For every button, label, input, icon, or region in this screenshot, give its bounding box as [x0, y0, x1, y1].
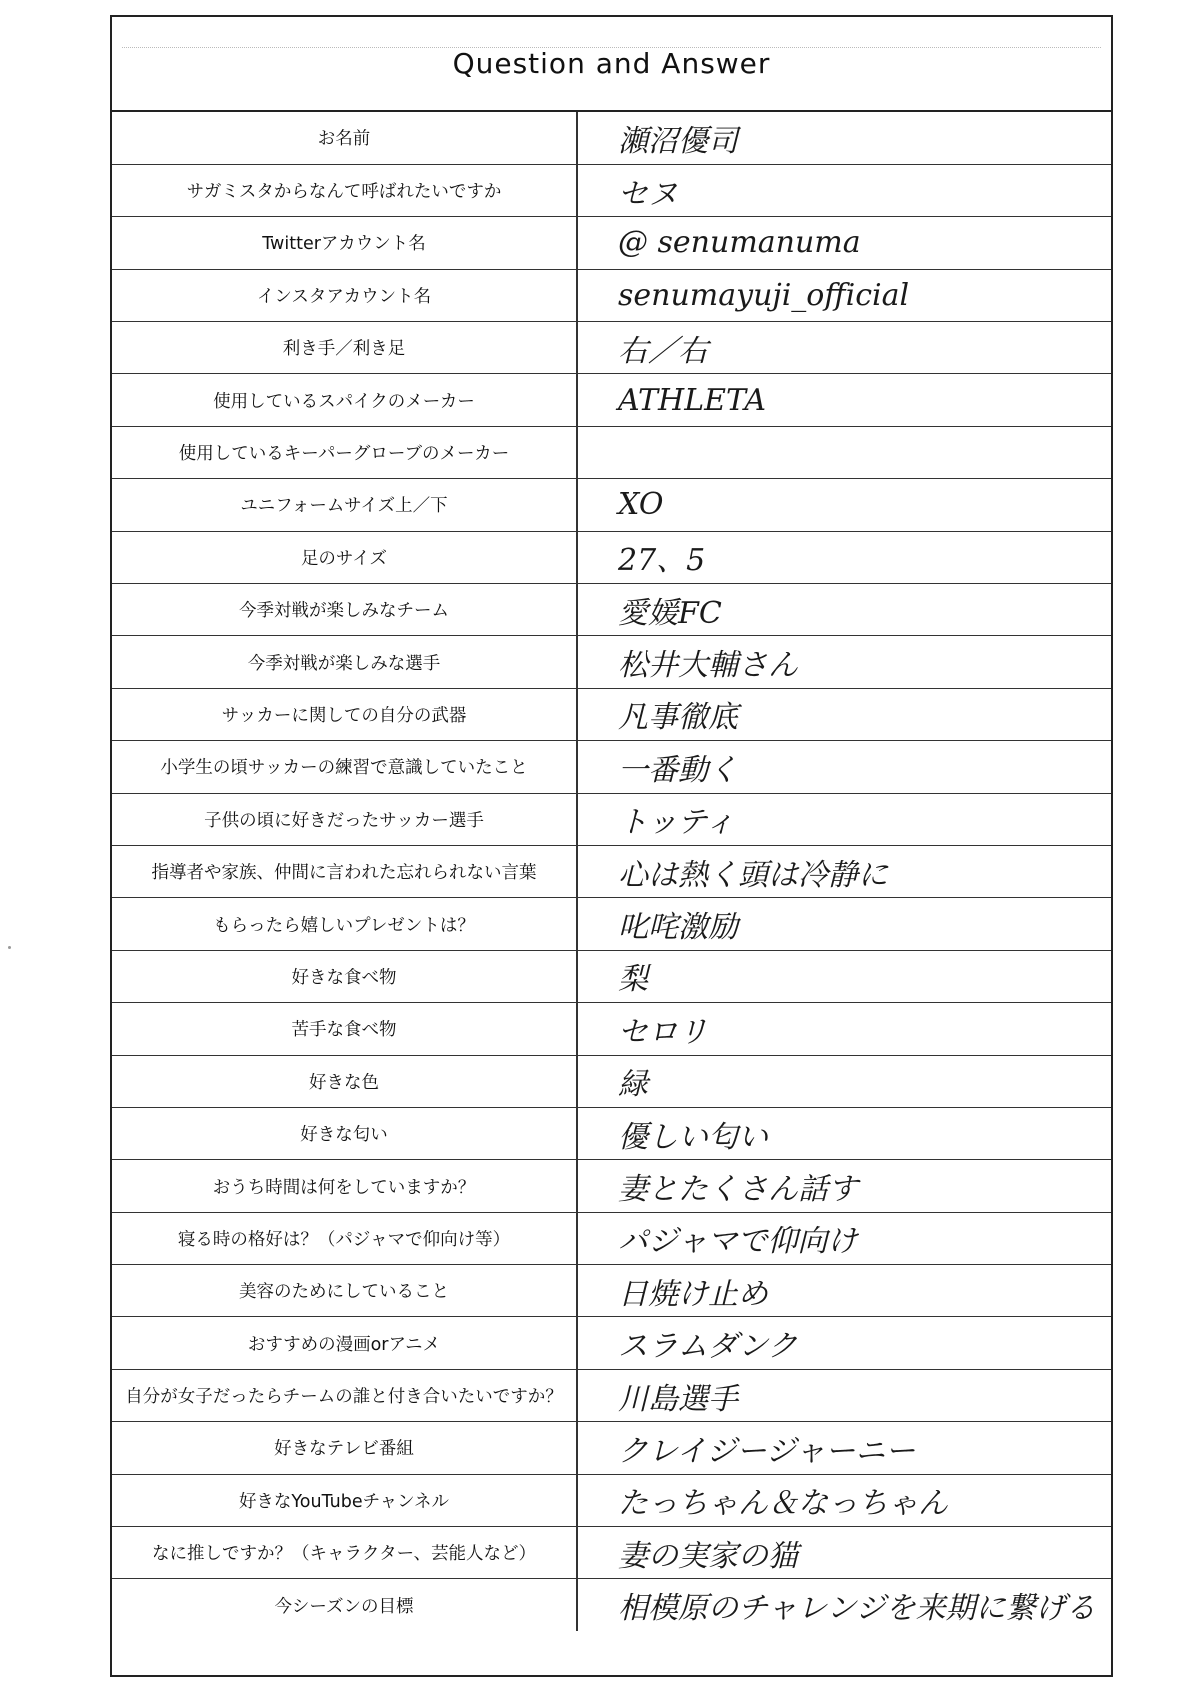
answer-cell: 27、5 — [577, 531, 1111, 583]
page-title: Question and Answer — [452, 47, 771, 80]
question-cell: 小学生の頃サッカーの練習で意識していたこと — [112, 741, 577, 793]
question-cell: ユニフォームサイズ上／下 — [112, 479, 577, 531]
answer-cell: senumayuji_official — [577, 269, 1111, 321]
answer-cell: @ senumanuma — [577, 217, 1111, 269]
answer-cell: ATHLETA — [577, 374, 1111, 426]
question-cell: なに推しですか？（キャラクター、芸能人など） — [112, 1527, 577, 1579]
table-row — [112, 426, 1111, 478]
question-cell: 今シーズンの目標 — [112, 1579, 577, 1631]
question-cell: 好きな匂い — [112, 1107, 577, 1159]
answer-cell: 妻の実家の猫 — [577, 1527, 1111, 1579]
question-cell: 今季対戦が楽しみなチーム — [112, 584, 577, 636]
answer-cell: 心は熱く頭は冷静に — [577, 845, 1111, 897]
answer-cell: セロリ — [577, 1003, 1111, 1055]
table-row — [112, 1579, 1111, 1631]
question-cell: もらったら嬉しいプレゼントは？ — [112, 898, 577, 950]
answer-cell: XO — [577, 479, 1111, 531]
question-cell: サッカーに関しての自分の武器 — [112, 688, 577, 740]
answer-cell: 一番動く — [577, 741, 1111, 793]
question-cell: サガミスタからなんて呼ばれたいですか — [112, 164, 577, 216]
scan-speck — [8, 946, 11, 949]
question-cell: 好きなテレビ番組 — [112, 1422, 577, 1474]
table-row — [112, 374, 1111, 426]
question-cell: 好きな食べ物 — [112, 950, 577, 1002]
question-cell: 寝る時の格好は？（パジャマで仰向け等） — [112, 1212, 577, 1264]
question-cell: 好きな色 — [112, 1055, 577, 1107]
table-row — [112, 217, 1111, 269]
table-row — [112, 1003, 1111, 1055]
answer-cell: 松井大輔さん — [577, 636, 1111, 688]
qa-table — [112, 112, 1111, 1631]
answer-cell: トッティ — [577, 793, 1111, 845]
question-cell: 子供の頃に好きだったサッカー選手 — [112, 793, 577, 845]
answer-cell: セヌ — [577, 164, 1111, 216]
question-cell: 自分が女子だったらチームの誰と付き合いたいですか？ — [112, 1369, 577, 1421]
table-row — [112, 1055, 1111, 1107]
question-cell: インスタアカウント名 — [112, 269, 577, 321]
table-row — [112, 1474, 1111, 1526]
table-row — [112, 164, 1111, 216]
answer-cell: 叱咤激励 — [577, 898, 1111, 950]
answer-cell: 凡事徹底 — [577, 688, 1111, 740]
table-row — [112, 688, 1111, 740]
table-row — [112, 636, 1111, 688]
question-cell: 利き手／利き足 — [112, 322, 577, 374]
table-row — [112, 322, 1111, 374]
table-row — [112, 950, 1111, 1002]
answer-cell: 梨 — [577, 950, 1111, 1002]
table-row — [112, 1160, 1111, 1212]
table-row — [112, 1422, 1111, 1474]
answer-cell: 右／右 — [577, 322, 1111, 374]
table-row — [112, 1107, 1111, 1159]
answer-cell: 瀬沼優司 — [577, 112, 1111, 164]
qa-sheet — [110, 15, 1113, 1677]
answer-cell: たっちゃん＆なっちゃん — [577, 1474, 1111, 1526]
answer-cell: 日焼け止め — [577, 1265, 1111, 1317]
question-cell: 好きなYouTubeチャンネル — [112, 1474, 577, 1526]
question-cell: Twitterアカウント名 — [112, 217, 577, 269]
question-cell: 指導者や家族、仲間に言われた忘れられない言葉 — [112, 845, 577, 897]
question-cell: 足のサイズ — [112, 531, 577, 583]
table-row — [112, 269, 1111, 321]
question-cell: 苦手な食べ物 — [112, 1003, 577, 1055]
table-row — [112, 584, 1111, 636]
question-cell: おすすめの漫画orアニメ — [112, 1317, 577, 1369]
table-row — [112, 1317, 1111, 1369]
table-row — [112, 1212, 1111, 1264]
answer-cell: パジャマで仰向け — [577, 1212, 1111, 1264]
question-cell: お名前 — [112, 112, 577, 164]
question-cell: 美容のためにしていること — [112, 1265, 577, 1317]
answer-cell: 優しい匂い — [577, 1107, 1111, 1159]
table-row — [112, 898, 1111, 950]
answer-cell — [577, 426, 1111, 478]
table-row — [112, 845, 1111, 897]
table-row — [112, 741, 1111, 793]
question-cell: 使用しているスパイクのメーカー — [112, 374, 577, 426]
answer-cell: 妻とたくさん話す — [577, 1160, 1111, 1212]
question-cell: おうち時間は何をしていますか？ — [112, 1160, 577, 1212]
question-cell: 今季対戦が楽しみな選手 — [112, 636, 577, 688]
table-row — [112, 531, 1111, 583]
table-row — [112, 1265, 1111, 1317]
table-row — [112, 1527, 1111, 1579]
answer-cell: スラムダンク — [577, 1317, 1111, 1369]
table-row — [112, 793, 1111, 845]
question-cell: 使用しているキーパーグローブのメーカー — [112, 426, 577, 478]
answer-cell: 緑 — [577, 1055, 1111, 1107]
table-row — [112, 112, 1111, 164]
answer-cell: 愛媛FC — [577, 584, 1111, 636]
answer-cell: 川島選手 — [577, 1369, 1111, 1421]
title-bar — [112, 17, 1111, 112]
answer-cell: 相模原のチャレンジを来期に繋げる — [618, 1591, 1096, 1627]
answer-cell: クレイジージャーニー — [577, 1422, 1111, 1474]
table-row — [112, 1369, 1111, 1421]
table-row — [112, 479, 1111, 531]
